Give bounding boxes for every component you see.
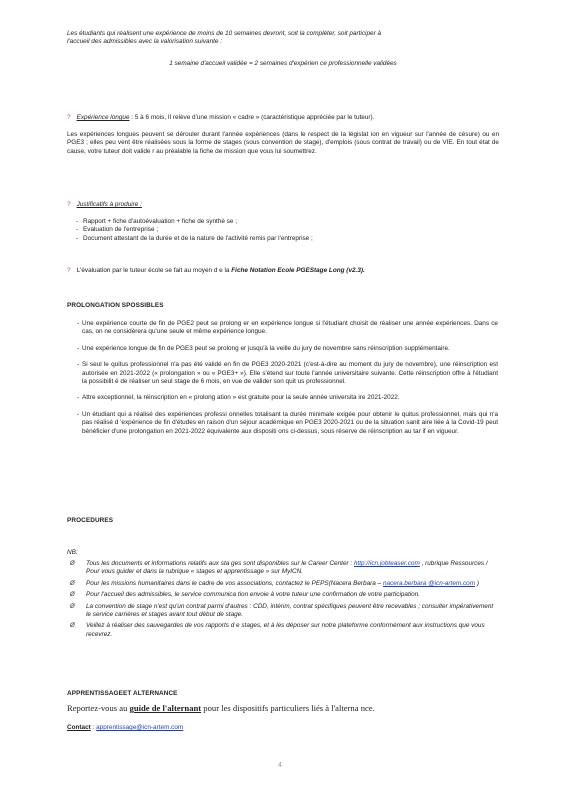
procedure-text: Pour l'accueil des admissibles, le service communica tion envoie à votre tuteur une confirmation de votre participation. (86, 591, 421, 599)
procedure-text: , rubrique Ressources / Pour vous guider et dans la rubrique « stages et apprentissage » sur MyICN. (86, 560, 488, 576)
career-center-link[interactable]: http://icn.jobteaser.com (353, 560, 420, 567)
contact-line (67, 724, 499, 732)
guide-alternant-link[interactable]: guide de l'alternant (129, 703, 202, 713)
prolongation-item-text: Attre exceptionnel, la réinscription en « prolong ation » est gratuite pour la seule année universita ire 2021-2022. (82, 394, 400, 402)
question-marker: ? (67, 114, 71, 121)
procedure-item (70, 580, 498, 588)
procedure-text: Tous les documents et informations relatifs aux sta ges sont disponibles sur le Career Center : (86, 560, 354, 567)
evaluation-text: L'évaluation par le tuteur école se fait au moyen d e la (76, 267, 232, 274)
prolongation-item: - Un étudiant qui a réalisé des expériences professi onnelles totalisant la durée minimale exigée pour obtenir le quitus professionnel, mais qui n'a pas réalisé d 'expérience de fin d'études en raison d'un séjour académique en PGE3 2020-2021 ou de la situation sanit aire liée à la Covid-19 peut bénéficier d'une prolongation en 2021-2022 équivalente aux dispositi ons ci-dessus, sous réserve de réinscription au tar if en vigueur. (77, 410, 498, 435)
prolongation-item-text: Une expérience longue de fin de PGE3 peut se prolong er jusqu'à la veille du jury de novembre sans réinscription supplémentaire. (82, 344, 450, 352)
evaluation-form-name: Fiche Notation Ecole PGEStage Long (v2.3). (231, 267, 365, 274)
procedure-text: Veillez à réaliser des sauvegardes de vos rapports d e stages, et à les déposer sur notre plateforme conformément aux instructions que vous recevrez. (86, 622, 485, 638)
prolongation-heading: PROLONGATION SPOSSIBLES (67, 302, 164, 309)
procedures-heading: PROCEDURES (67, 517, 114, 524)
prolongation-item-text: Si seul le quitus professionnel n'a pas été validé en fin de PGE3 2020-2021 (c'est-à-dire au moment du jury de novembre), une réinscription est autorisée en 2021-2022 (« prolongation » ou « PGE3+ »). Elle s'étend sur toute l'année universitaire suivante. Cette réinscription offre à l'étudiant la possibilit é de réaliser un seul stage de 6 mois, en vue de valider son quit us professionnel. (82, 361, 498, 386)
arrow-icon: Ø (70, 580, 75, 587)
procedure-item (70, 622, 498, 639)
apprentissage-heading: APPRENTISSAGEET ALTERNANCE (67, 690, 178, 697)
arrow-icon: Ø (70, 623, 75, 630)
page-number: 4 (278, 762, 282, 769)
apprentissage-text: pour les dispositifs particuliers liés à l'alterna nce. (201, 703, 375, 713)
justif-list (67, 218, 499, 243)
procedure-item (70, 560, 498, 577)
prolongation-list (77, 320, 498, 436)
procedure-text: ) (475, 579, 479, 587)
procedure-text: La convention de stage n'est qu'un contrat parmi d'autres : CDD, intérim, contrat spécifiques peuvent être recevables ; consulter impérativement le service carrières et stages avant tout début de stage. (86, 602, 494, 619)
arrow-icon: Ø (70, 561, 75, 567)
intro-rule: 1 semaine d'accueil validée = 2 semaines d'expérien ce professionnelle validées (169, 60, 397, 67)
question-marker: ? (67, 267, 71, 274)
procedures-list (70, 560, 498, 642)
longue-heading (67, 114, 499, 122)
intro-line-2: l'accueil des admissibles avec la valorisation suivante : (67, 38, 223, 46)
justif-heading (67, 201, 499, 209)
prolongation-item-text: Une expérience courte de fin de PGE2 peut se prolong er en expérience longue si l'étudiant choisit de réaliser une année expériences. Dans ce cas, on ne considèrera qu'une seule et même expérience longue. (82, 320, 498, 336)
prolongation-item: - Une expérience longue de fin de PGE3 peut se prolong er jusqu'à la veille du jury de novembre sans réinscription supplémentaire. (77, 344, 450, 352)
longue-title: Expérience longue (76, 114, 130, 121)
contact-email-link[interactable]: apprentissage@icn-artem.com (96, 724, 184, 731)
justif-item: - Document attestant de la durée et de la nature de l'activité remis par l'entreprise ; (67, 235, 499, 243)
evaluation-line (67, 267, 499, 275)
contact-separator: : (90, 724, 97, 731)
procedure-item (70, 603, 498, 620)
justif-item: - Rapport + fiche d'autoévaluation + fiche de synthè se ; (67, 218, 499, 226)
prolongation-item: - Attre exceptionnel, la réinscription en « prolong ation » est gratuite pour la seule année universita ire 2021-2022. (77, 394, 400, 402)
procedure-item (70, 591, 498, 599)
prolongation-item: - Si seul le quitus professionnel n'a pas été validé en fin de PGE3 2020-2021 (c'est-à-dire au moment du jury de novembre), une réinscription est autorisée en 2021-2022 (« prolongation » ou « PGE3+ »). Elle s'étend sur toute l'année universitaire suivante. Cette réinscription offre à l'étudiant la possibilit é de réaliser un seul stage de 6 mois, en vue de valider son quit us professionnel. (77, 361, 498, 386)
question-marker: ? (67, 201, 71, 208)
longue-rest: : 5 à 6 mois, Il relève d'une mission « cadre » (caractéristique appréciée par le tuteur). (131, 114, 375, 121)
prolongation-item: - Une expérience courte de fin de PGE2 peut se prolong er en expérience longue si l'étudiant choisit de réaliser une année expériences. Dans ce cas, on ne considèrera qu'une seule et même expérience longue. (77, 320, 498, 336)
intro-line-1: Les étudiants qui réalisent une expérience de moins de 10 semaines devront, soit la compléter, soit participer à (67, 30, 382, 37)
longue-paragraph: Les expériences longues peuvent se dérouler durant l'année expériences (dans le respect de la législat ion en vigueur sur l'année de césure) ou en PGE3 ; elles peu vent être réalisées sous la forme de stages (sous convention de stage), d'emplois (sous contrat de travail) ou de VIE. En tout état de cause, votre tuteur doit valide r au préalable la fiche de mission que vous lui soumettrez. (67, 131, 499, 155)
nb-label: NB: (67, 549, 78, 556)
prolongation-item-text: Un étudiant qui a réalisé des expériences professi onnelles totalisant la durée minimale exigée pour obtenir le quitus professionnel, mais qui n'a pas réalisé d 'expérience de fin d'études en raison d'un séjour académique en PGE3 2020-2021 ou de la situation sanit aire liée à la Covid-19 peut bénéficier d'une prolongation en 2021-2022 équivalente aux dispositi ons ci-dessus, sous réserve de réinscription au tar if en vigueur. (82, 410, 498, 435)
peps-email-link[interactable]: nacera.berbara @icn-artem.com (382, 579, 476, 587)
justif-title: Justificatifs à produire : (76, 201, 142, 208)
arrow-icon: Ø (70, 592, 75, 599)
justif-item: - Evaluation de l'entreprise ; (67, 226, 499, 234)
arrow-icon: Ø (70, 603, 75, 610)
apprentissage-text: Reportez-vous au (67, 703, 130, 713)
apprentissage-line (67, 703, 499, 714)
intro-paragraph (67, 30, 499, 47)
procedure-text: Pour les missions humanitaires dans le cadre de vos associations, contactez le PEPS(Nacera Berbara – (86, 579, 383, 587)
contact-label: Contact (67, 724, 91, 731)
